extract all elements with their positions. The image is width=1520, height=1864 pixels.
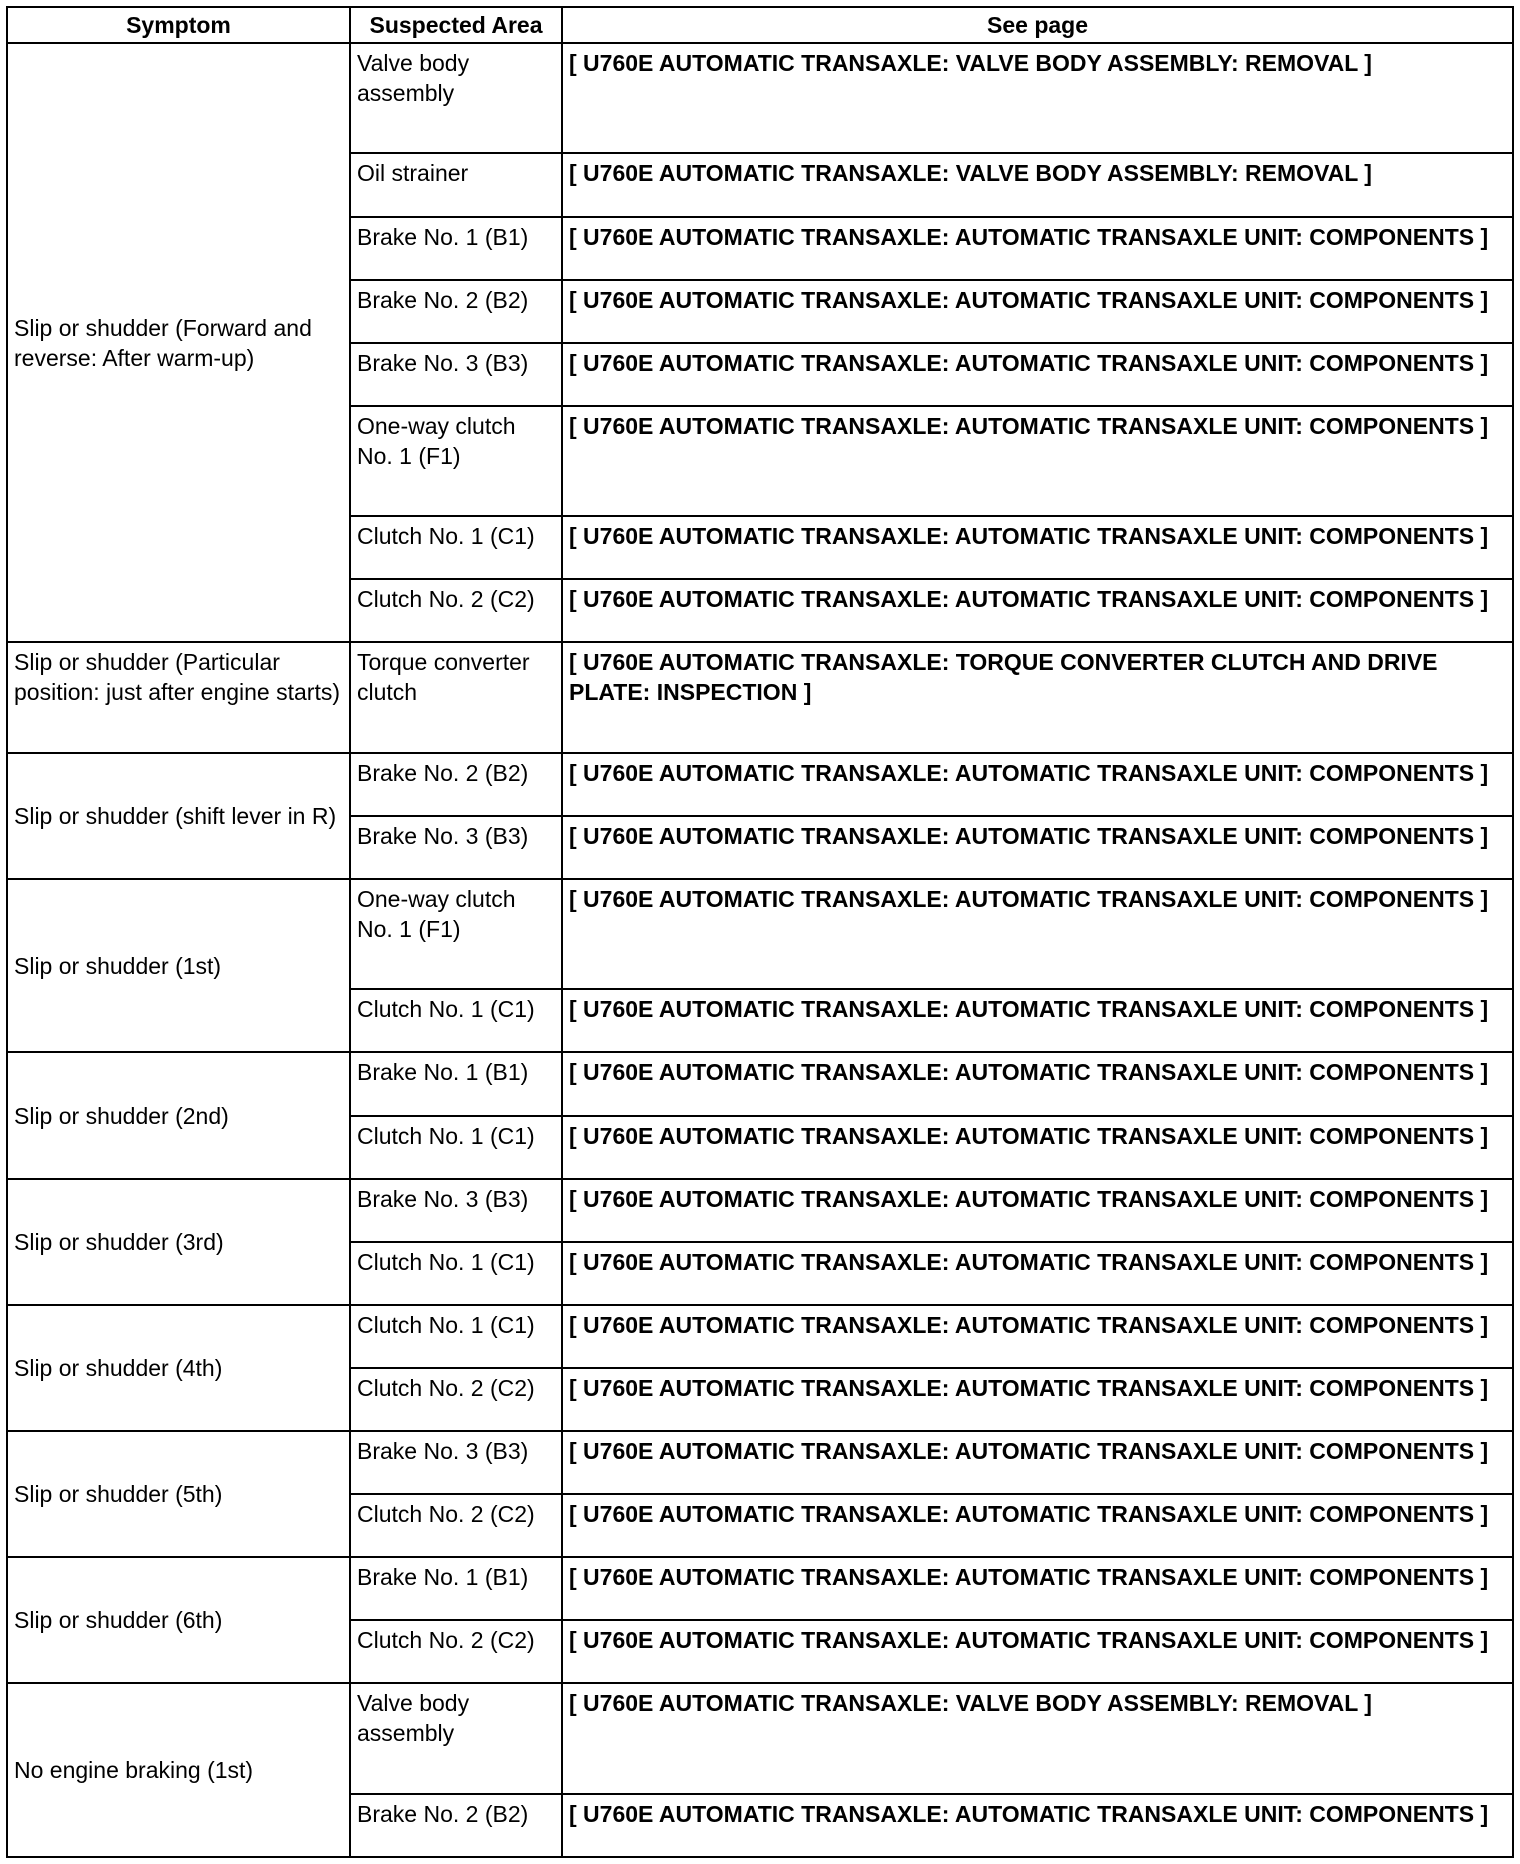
table-row (7, 753, 1513, 816)
header-symptom: Symptom (7, 7, 350, 43)
suspected-area-cell: Brake No. 1 (B1) (350, 217, 562, 280)
see-page-link[interactable]: [ U760E AUTOMATIC TRANSAXLE: AUTOMATIC TRANSAXLE UNIT: COMPONENTS ] (562, 1794, 1513, 1857)
suspected-area-cell: Brake No. 3 (B3) (350, 1179, 562, 1242)
see-page-link[interactable]: [ U760E AUTOMATIC TRANSAXLE: AUTOMATIC TRANSAXLE UNIT: COMPONENTS ] (562, 217, 1513, 280)
symptom-cell: Slip or shudder (Forward and reverse: After warm-up) (7, 43, 350, 642)
suspected-area-cell: Clutch No. 1 (C1) (350, 989, 562, 1052)
see-page-link[interactable]: [ U760E AUTOMATIC TRANSAXLE: AUTOMATIC TRANSAXLE UNIT: COMPONENTS ] (562, 816, 1513, 879)
table-row (7, 43, 1513, 153)
see-page-link[interactable]: [ U760E AUTOMATIC TRANSAXLE: AUTOMATIC TRANSAXLE UNIT: COMPONENTS ] (562, 1052, 1513, 1115)
suspected-area-cell: One-way clutch No. 1 (F1) (350, 879, 562, 989)
header-row (7, 7, 1513, 43)
see-page-link[interactable]: [ U760E AUTOMATIC TRANSAXLE: AUTOMATIC TRANSAXLE UNIT: COMPONENTS ] (562, 1368, 1513, 1431)
see-page-link[interactable]: [ U760E AUTOMATIC TRANSAXLE: AUTOMATIC TRANSAXLE UNIT: COMPONENTS ] (562, 1179, 1513, 1242)
see-page-link[interactable]: [ U760E AUTOMATIC TRANSAXLE: AUTOMATIC TRANSAXLE UNIT: COMPONENTS ] (562, 406, 1513, 516)
suspected-area-cell: Clutch No. 2 (C2) (350, 579, 562, 642)
symptom-cell: Slip or shudder (2nd) (7, 1052, 350, 1178)
symptom-cell: Slip or shudder (6th) (7, 1557, 350, 1683)
see-page-link[interactable]: [ U760E AUTOMATIC TRANSAXLE: AUTOMATIC TRANSAXLE UNIT: COMPONENTS ] (562, 516, 1513, 579)
see-page-link[interactable]: [ U760E AUTOMATIC TRANSAXLE: AUTOMATIC TRANSAXLE UNIT: COMPONENTS ] (562, 989, 1513, 1052)
header-see-page: See page (562, 7, 1513, 43)
table-row (7, 1179, 1513, 1242)
see-page-link[interactable]: [ U760E AUTOMATIC TRANSAXLE: AUTOMATIC TRANSAXLE UNIT: COMPONENTS ] (562, 1431, 1513, 1494)
see-page-link[interactable]: [ U760E AUTOMATIC TRANSAXLE: AUTOMATIC TRANSAXLE UNIT: COMPONENTS ] (562, 579, 1513, 642)
suspected-area-cell: Clutch No. 2 (C2) (350, 1368, 562, 1431)
see-page-link[interactable]: [ U760E AUTOMATIC TRANSAXLE: AUTOMATIC TRANSAXLE UNIT: COMPONENTS ] (562, 1305, 1513, 1368)
symptom-cell: Slip or shudder (1st) (7, 879, 350, 1053)
suspected-area-cell: Clutch No. 1 (C1) (350, 1305, 562, 1368)
suspected-area-cell: Clutch No. 2 (C2) (350, 1494, 562, 1557)
suspected-area-cell: Brake No. 2 (B2) (350, 753, 562, 816)
header-suspected-area: Suspected Area (350, 7, 562, 43)
symptom-cell: Slip or shudder (4th) (7, 1305, 350, 1431)
symptom-cell: Slip or shudder (shift lever in R) (7, 753, 350, 879)
see-page-link[interactable]: [ U760E AUTOMATIC TRANSAXLE: VALVE BODY ASSEMBLY: REMOVAL ] (562, 153, 1513, 216)
see-page-link[interactable]: [ U760E AUTOMATIC TRANSAXLE: VALVE BODY ASSEMBLY: REMOVAL ] (562, 43, 1513, 153)
see-page-link[interactable]: [ U760E AUTOMATIC TRANSAXLE: AUTOMATIC TRANSAXLE UNIT: COMPONENTS ] (562, 343, 1513, 406)
see-page-link[interactable]: [ U760E AUTOMATIC TRANSAXLE: AUTOMATIC TRANSAXLE UNIT: COMPONENTS ] (562, 1557, 1513, 1620)
table-row (7, 1431, 1513, 1494)
suspected-area-cell: Brake No. 1 (B1) (350, 1557, 562, 1620)
suspected-area-cell: Brake No. 2 (B2) (350, 280, 562, 343)
see-page-link[interactable]: [ U760E AUTOMATIC TRANSAXLE: AUTOMATIC TRANSAXLE UNIT: COMPONENTS ] (562, 1116, 1513, 1179)
suspected-area-cell: Clutch No. 1 (C1) (350, 516, 562, 579)
see-page-link[interactable]: [ U760E AUTOMATIC TRANSAXLE: AUTOMATIC TRANSAXLE UNIT: COMPONENTS ] (562, 1242, 1513, 1305)
suspected-area-cell: One-way clutch No. 1 (F1) (350, 406, 562, 516)
symptom-cell: Slip or shudder (5th) (7, 1431, 350, 1557)
suspected-area-cell: Brake No. 3 (B3) (350, 343, 562, 406)
see-page-link[interactable]: [ U760E AUTOMATIC TRANSAXLE: AUTOMATIC TRANSAXLE UNIT: COMPONENTS ] (562, 1620, 1513, 1683)
table-row (7, 1052, 1513, 1115)
suspected-area-cell: Brake No. 3 (B3) (350, 816, 562, 879)
suspected-area-cell: Clutch No. 2 (C2) (350, 1620, 562, 1683)
table-row (7, 879, 1513, 989)
diagnosis-table (6, 6, 1514, 1858)
see-page-link[interactable]: [ U760E AUTOMATIC TRANSAXLE: AUTOMATIC TRANSAXLE UNIT: COMPONENTS ] (562, 1494, 1513, 1557)
suspected-area-cell: Brake No. 1 (B1) (350, 1052, 562, 1115)
see-page-link[interactable]: [ U760E AUTOMATIC TRANSAXLE: VALVE BODY ASSEMBLY: REMOVAL ] (562, 1683, 1513, 1793)
suspected-area-cell: Clutch No. 1 (C1) (350, 1116, 562, 1179)
see-page-link[interactable]: [ U760E AUTOMATIC TRANSAXLE: AUTOMATIC TRANSAXLE UNIT: COMPONENTS ] (562, 879, 1513, 989)
symptom-cell: Slip or shudder (Particular position: just after engine starts) (7, 642, 350, 752)
table-row (7, 1305, 1513, 1368)
symptom-cell: No engine braking (1st) (7, 1683, 350, 1857)
table-row (7, 642, 1513, 752)
see-page-link[interactable]: [ U760E AUTOMATIC TRANSAXLE: AUTOMATIC TRANSAXLE UNIT: COMPONENTS ] (562, 280, 1513, 343)
suspected-area-cell: Valve body assembly (350, 43, 562, 153)
suspected-area-cell: Torque converter clutch (350, 642, 562, 752)
suspected-area-cell: Clutch No. 1 (C1) (350, 1242, 562, 1305)
suspected-area-cell: Brake No. 3 (B3) (350, 1431, 562, 1494)
see-page-link[interactable]: [ U760E AUTOMATIC TRANSAXLE: AUTOMATIC TRANSAXLE UNIT: COMPONENTS ] (562, 753, 1513, 816)
suspected-area-cell: Valve body assembly (350, 1683, 562, 1793)
see-page-link[interactable]: [ U760E AUTOMATIC TRANSAXLE: TORQUE CONVERTER CLUTCH AND DRIVE PLATE: INSPECTION ] (562, 642, 1513, 752)
suspected-area-cell: Oil strainer (350, 153, 562, 216)
suspected-area-cell: Brake No. 2 (B2) (350, 1794, 562, 1857)
table-row (7, 1557, 1513, 1620)
symptom-cell: Slip or shudder (3rd) (7, 1179, 350, 1305)
table-row (7, 1683, 1513, 1793)
